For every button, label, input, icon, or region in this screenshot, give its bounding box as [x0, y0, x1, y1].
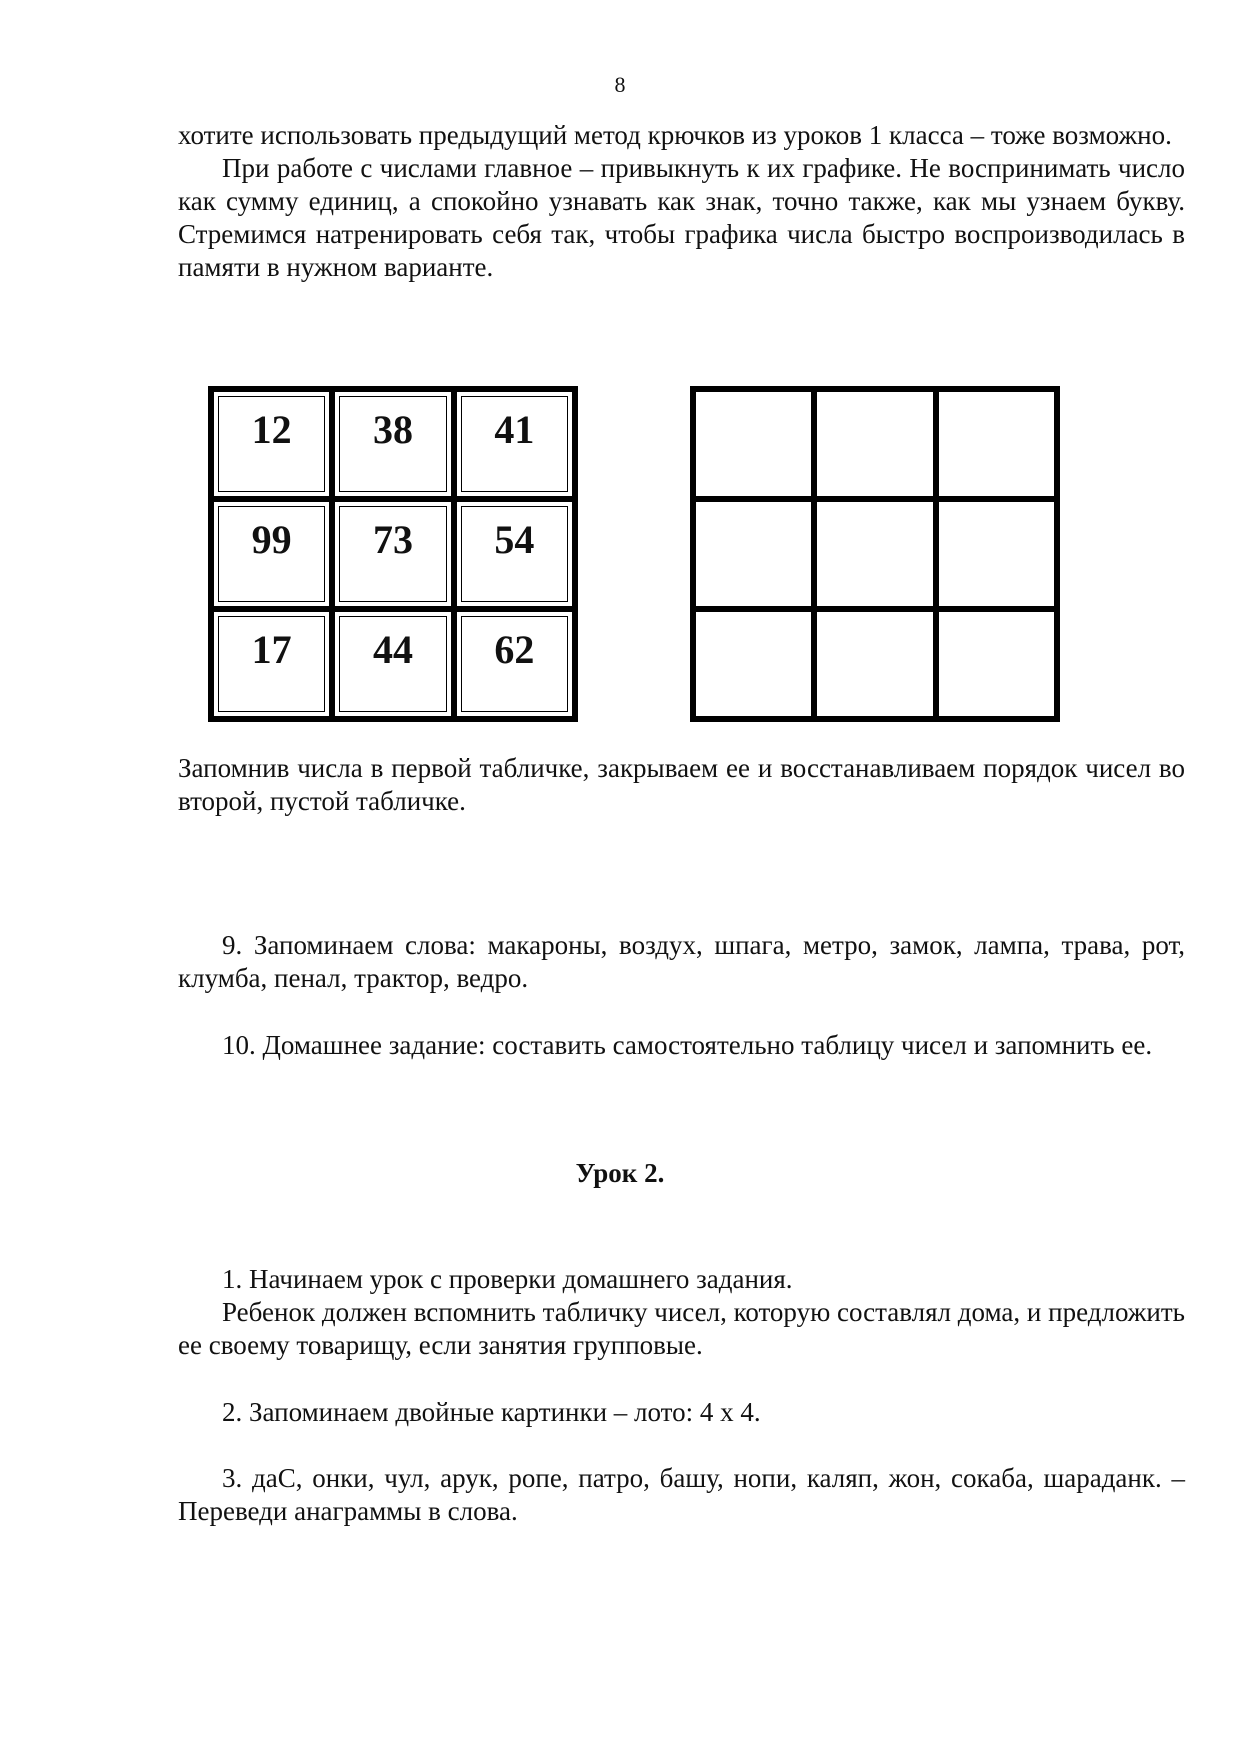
- table-cell: 12: [214, 392, 329, 496]
- table-cell: 73: [335, 502, 450, 606]
- table-cell: 62: [457, 612, 572, 716]
- lesson2-paragraph-2: Ребенок должен вспомнить табличку чисел, которую составлял дома, и предложить ее своему товарищу, если занятия групповые.: [178, 1297, 1185, 1360]
- empty-cell: [939, 612, 1054, 716]
- empty-cell: [939, 502, 1054, 606]
- table-cell: 17: [214, 612, 329, 716]
- caption-text: Запомнив числа в первой табличке, закрываем ее и восстанавливаем порядок чисел во второй, пустой табличке.: [178, 753, 1185, 816]
- lesson2-block-3: [178, 1462, 1185, 1528]
- lesson2-paragraph-1: 1. Начинаем урок с проверки домашнего задания.: [222, 1264, 793, 1294]
- intro-paragraph-1: хотите использовать предыдущий метод крючков из уроков 1 класса – тоже возможно.: [178, 120, 1172, 150]
- lesson-heading: Урок 2.: [575, 1158, 665, 1188]
- item-9: [178, 929, 1185, 995]
- item-9-text: 9. Запоминаем слова: макароны, воздух, шпага, метро, замок, лампа, трава, рот, клумба, пенал, трактор, ведро.: [178, 930, 1185, 993]
- lesson2-paragraph-3: 2. Запоминаем двойные картинки – лото: 4 х 4.: [222, 1397, 761, 1427]
- lesson2-paragraph-4: 3. даС, онки, чул, арук, ропе, патро, башу, нопи, каляп, жон, сокаба, шараданк. – Переведи анаграммы в слова.: [178, 1463, 1185, 1526]
- item-10-text: 10. Домашнее задание: составить самостоятельно таблицу чисел и запомнить ее.: [222, 1030, 1153, 1060]
- empty-cell: [817, 612, 932, 716]
- empty-cell: [817, 502, 932, 606]
- page-number: 8: [614, 72, 626, 97]
- table-cell: 44: [335, 612, 450, 716]
- table-cell: 54: [457, 502, 572, 606]
- lesson2-block-2: [178, 1396, 1185, 1429]
- empty-cell: [939, 392, 1054, 496]
- intro-text: [178, 119, 1185, 284]
- table-cell: 99: [214, 502, 329, 606]
- table-caption: [178, 752, 1185, 818]
- number-table-filled: [208, 386, 578, 722]
- number-table-empty: [690, 386, 1060, 722]
- intro-paragraph-2: При работе с числами главное – привыкнуть к их графике. Не воспринимать число как сумму единиц, а спокойно узнавать как знак, точно также, как мы узнаем букву. Стремимся натренировать себя так, чтобы графика числа быстро воспроизводилась в памяти в нужном варианте.: [178, 153, 1185, 282]
- empty-cell: [696, 612, 811, 716]
- item-10: [178, 1029, 1185, 1062]
- table-cell: 41: [457, 392, 572, 496]
- empty-cell: [817, 392, 932, 496]
- lesson2-block-1: [178, 1263, 1185, 1362]
- empty-cell: [696, 502, 811, 606]
- empty-cell: [696, 392, 811, 496]
- table-cell: 38: [335, 392, 450, 496]
